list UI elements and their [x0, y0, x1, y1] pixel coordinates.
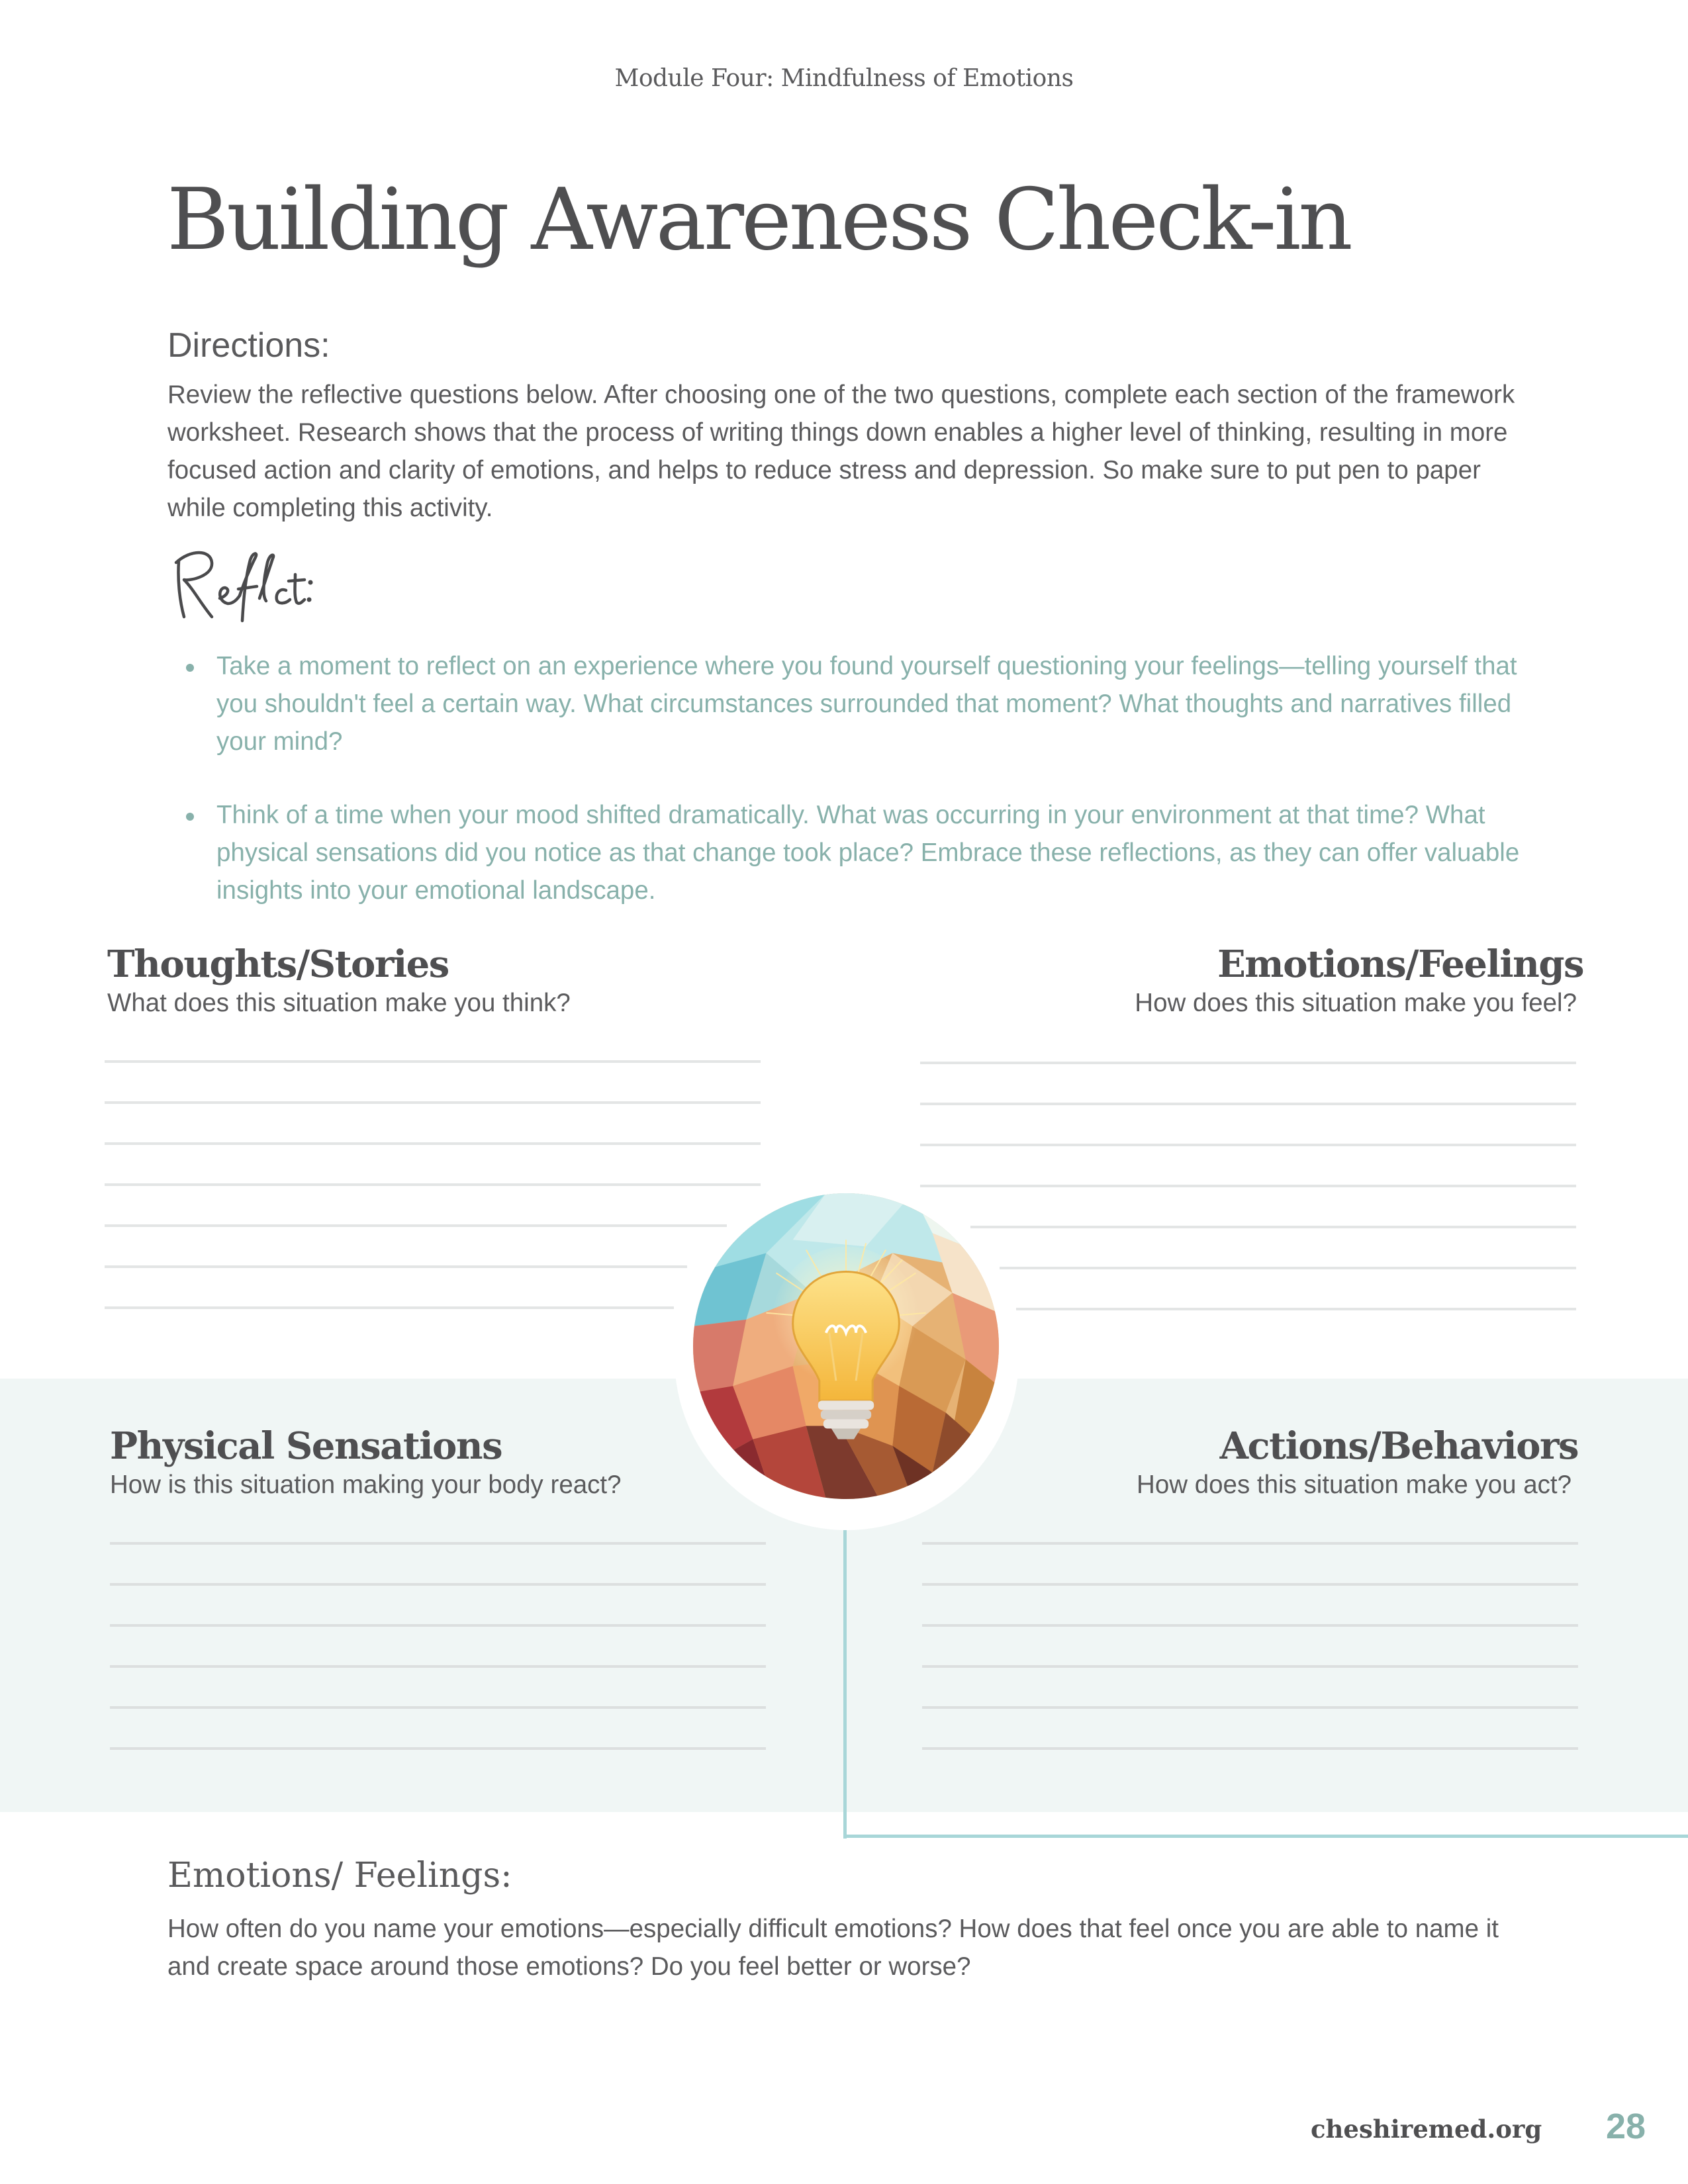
writing-line[interactable]: [110, 1624, 766, 1627]
writing-line[interactable]: [110, 1747, 766, 1750]
reflect-question-2: Think of a time when your mood shifted dramatically. What was occurring in your environment at that time? What physical sensations did you notice as that change took place? Embrace these reflections, as they can offer valuable insights into your emotional landscape.: [216, 801, 1520, 905]
writing-line[interactable]: [105, 1224, 727, 1227]
emotions-feelings-text: How often do you name your emotions—especially difficult emotions? How does that feel once you are able to name it and create space around those emotions? Do you feel better or worse?: [167, 1915, 1499, 1981]
connector-line: [843, 1835, 1688, 1838]
directions-text: Review the reflective questions below. After choosing one of the two questions, complete each section of the framework worksheet. Research shows that the process of writing things down enables a higher level of thinking, resulting in more focused action and clarity of emotions, and helps to reduce stress and depression. So make sure to put pen to paper while completing this activity.: [167, 381, 1515, 522]
actions-prompt: How does this situation make you act?: [1137, 1471, 1571, 1499]
writing-line[interactable]: [105, 1060, 761, 1063]
writing-line[interactable]: [105, 1265, 687, 1268]
bullet-icon: [186, 813, 194, 821]
writing-line[interactable]: [105, 1306, 674, 1309]
writing-line[interactable]: [970, 1226, 1576, 1228]
physical-prompt: How is this situation making your body react?: [110, 1471, 622, 1499]
writing-line[interactable]: [922, 1747, 1578, 1750]
emotions-feelings-label: Emotions/ Feelings:: [167, 1856, 512, 1895]
lightbulb-icon: [693, 1193, 999, 1499]
reflect-heading: [164, 543, 316, 629]
writing-line[interactable]: [922, 1542, 1578, 1545]
list-item: [182, 647, 1532, 760]
page-title: Building Awareness Check-in: [167, 171, 1350, 269]
physical-heading: Physical Sensations: [110, 1424, 502, 1468]
writing-line[interactable]: [1016, 1308, 1576, 1310]
reflect-question-1: Take a moment to reflect on an experience where you found yourself questioning your feelings—telling yourself that you shouldn't feel a certain way. What circumstances surrounded that moment? What thoughts and narratives filled your mind?: [216, 652, 1517, 756]
writing-line[interactable]: [922, 1583, 1578, 1586]
directions-label: Directions:: [167, 326, 330, 365]
thoughts-prompt: What does this situation make you think?: [107, 989, 571, 1017]
writing-line[interactable]: [105, 1142, 761, 1145]
module-header: Module Four: Mindfulness of Emotions: [614, 65, 1074, 92]
writing-line[interactable]: [1000, 1267, 1576, 1269]
writing-line[interactable]: [105, 1101, 761, 1104]
writing-line[interactable]: [922, 1706, 1578, 1709]
writing-line[interactable]: [922, 1665, 1578, 1668]
writing-line[interactable]: [110, 1665, 766, 1668]
footer-website: cheshiremed.org: [1311, 2115, 1542, 2144]
writing-line[interactable]: [920, 1144, 1576, 1146]
writing-line[interactable]: [922, 1624, 1578, 1627]
emotions-heading: Emotions/Feelings: [1217, 942, 1583, 986]
reflect-bullet-list: [182, 647, 1532, 945]
bullet-icon: [186, 664, 194, 672]
emotions-prompt: How does this situation make you feel?: [1135, 989, 1577, 1017]
writing-line[interactable]: [920, 1103, 1576, 1105]
writing-line[interactable]: [920, 1185, 1576, 1187]
writing-line[interactable]: [110, 1542, 766, 1545]
actions-heading: Actions/Behaviors: [1219, 1424, 1578, 1468]
list-item: [182, 796, 1532, 909]
page-number: 28: [1606, 2107, 1646, 2146]
writing-line[interactable]: [110, 1583, 766, 1586]
writing-line[interactable]: [110, 1706, 766, 1709]
thoughts-heading: Thoughts/Stories: [107, 942, 449, 986]
writing-line[interactable]: [920, 1062, 1576, 1064]
writing-line[interactable]: [105, 1183, 761, 1186]
